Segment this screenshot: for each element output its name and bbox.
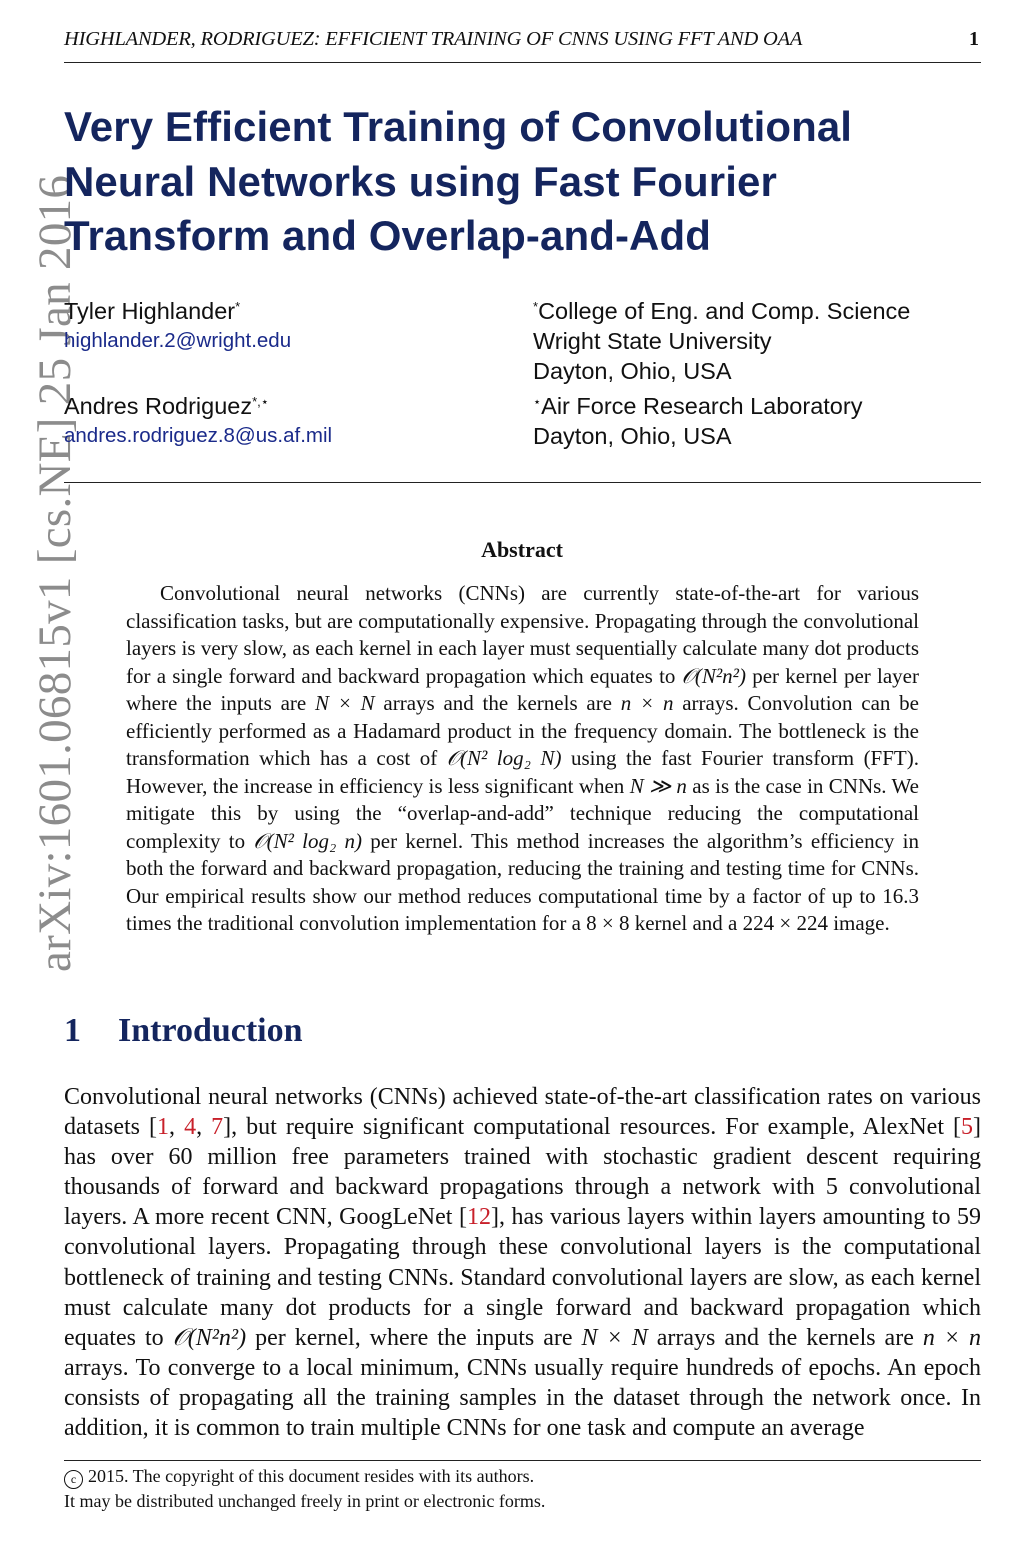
affiliation-mark: * bbox=[533, 299, 539, 314]
running-title: HIGHLANDER, RODRIGUEZ: EFFICIENT TRAINING OF CNNS USING FFT AND OAA bbox=[64, 28, 803, 50]
paper-title bbox=[64, 100, 964, 264]
citation-link[interactable]: 4 bbox=[184, 1114, 197, 1141]
author-name: Tyler Highlander* bbox=[64, 298, 241, 324]
title-line: Transform and Overlap-and-Add bbox=[64, 212, 711, 259]
citation-link[interactable]: 12 bbox=[466, 1204, 491, 1231]
author-mark: *,⋆ bbox=[252, 394, 269, 409]
citation-link[interactable]: 5 bbox=[961, 1114, 974, 1141]
affiliation-line: Dayton, Ohio, USA bbox=[533, 423, 732, 449]
author-email[interactable]: andres.rodriguez.8@us.af.mil bbox=[64, 424, 333, 447]
affiliation-line: Dayton, Ohio, USA bbox=[533, 358, 732, 384]
title-line: Neural Networks using Fast Fourier bbox=[64, 157, 777, 205]
author-mark: * bbox=[235, 299, 241, 314]
affiliation-list bbox=[533, 296, 973, 451]
footnote-divider bbox=[64, 1460, 981, 1461]
section-title: Introduction bbox=[118, 1012, 303, 1049]
section-number: 1 bbox=[64, 1012, 81, 1049]
affiliation-line: *College of Eng. and Comp. Science bbox=[533, 298, 911, 324]
title-divider bbox=[64, 482, 981, 483]
running-header bbox=[64, 26, 981, 63]
author-list bbox=[64, 296, 514, 451]
affiliation-mark: ⋆ bbox=[533, 394, 542, 409]
abstract-heading: Abstract bbox=[481, 537, 563, 562]
author-email[interactable]: highlander.2@wright.edu bbox=[64, 329, 292, 352]
citation-link[interactable]: 7 bbox=[211, 1114, 224, 1141]
arxiv-stamp: arXiv:1601.06815v1 [cs.NE] 25 Jan 2016 bbox=[29, 174, 81, 972]
copyright-icon: c bbox=[64, 1470, 83, 1489]
title-line: Very Efficient Training of Convolutional bbox=[64, 103, 853, 150]
citation-link[interactable]: 1 bbox=[157, 1114, 170, 1141]
page-number: 1 bbox=[969, 28, 979, 50]
affiliation-line: ⋆Air Force Research Laboratory bbox=[533, 393, 863, 419]
section-heading bbox=[64, 1012, 303, 1050]
abstract-body: Convolutional neural networks (CNNs) are currently state-of-the-art for various classification tasks, but are computationally expensive. Propagating through the convolutional layers is very slow, as each kernel in each layer must sequentially calculate many dot products for a single forward and backward propagation which equates to 𝒪(N²n²) per kernel per layer where the inputs are N × N arrays and the kernels are n × n arrays. Convolution can be efficiently performed as a Hadamard product in the frequency domain. The bottleneck is the transformation which has a cost of 𝒪(N² log₂ N) using the fast Fourier transform (FFT). However, the increase in efficiency is less significant when N ≫ n as is the case in CNNs. We mitigate this by using the “overlap-and-add” technique reducing the computational complexity to 𝒪(N² log₂ n) per kernel. This method increases the algorithm’s efficiency in both the forward and backward propagation, reducing the training and testing time for CNNs. Our empirical results show our method reduces computational time by a factor of up to 16.3 times the traditional convolution implementation for a 8 × 8 kernel and a 224 × 224 image. bbox=[126, 581, 920, 935]
affiliation-line: Wright State University bbox=[533, 328, 772, 354]
author-name: Andres Rodriguez*,⋆ bbox=[64, 393, 269, 419]
copyright-footnote: c 2015. The copyright of this document resides with its authors. It may be distributed unchanged freely in print or electronic forms. bbox=[64, 1466, 546, 1511]
introduction-body: Convolutional neural networks (CNNs) achieved state-of-the-art classification rates on various datasets [1, 4, 7], but require significant computational resources. For example, AlexNet [5] has over 60 million free parameters trained with stochastic gradient descent requiring thousands of forward and backward propagations through a network with 5 convolutional layers. A more recent CNN, GoogLeNet [12], has various layers within layers amounting to 59 convolutional layers. Propagating through these convolutional layers is the computational bottleneck of training and testing CNNs. Standard convolutional layers are slow, as each kernel must calculate many dot products for a single forward and backward propagation which equates to 𝒪(N²n²) per kernel, where the inputs are N × N arrays and the kernels are n × n arrays. To converge to a local minimum, CNNs usually require hundreds of epochs. An epoch consists of propagating all the training samples in the dataset through the network once. In addition, it is common to train multiple CNNs for one task and compute an average bbox=[64, 1084, 982, 1442]
